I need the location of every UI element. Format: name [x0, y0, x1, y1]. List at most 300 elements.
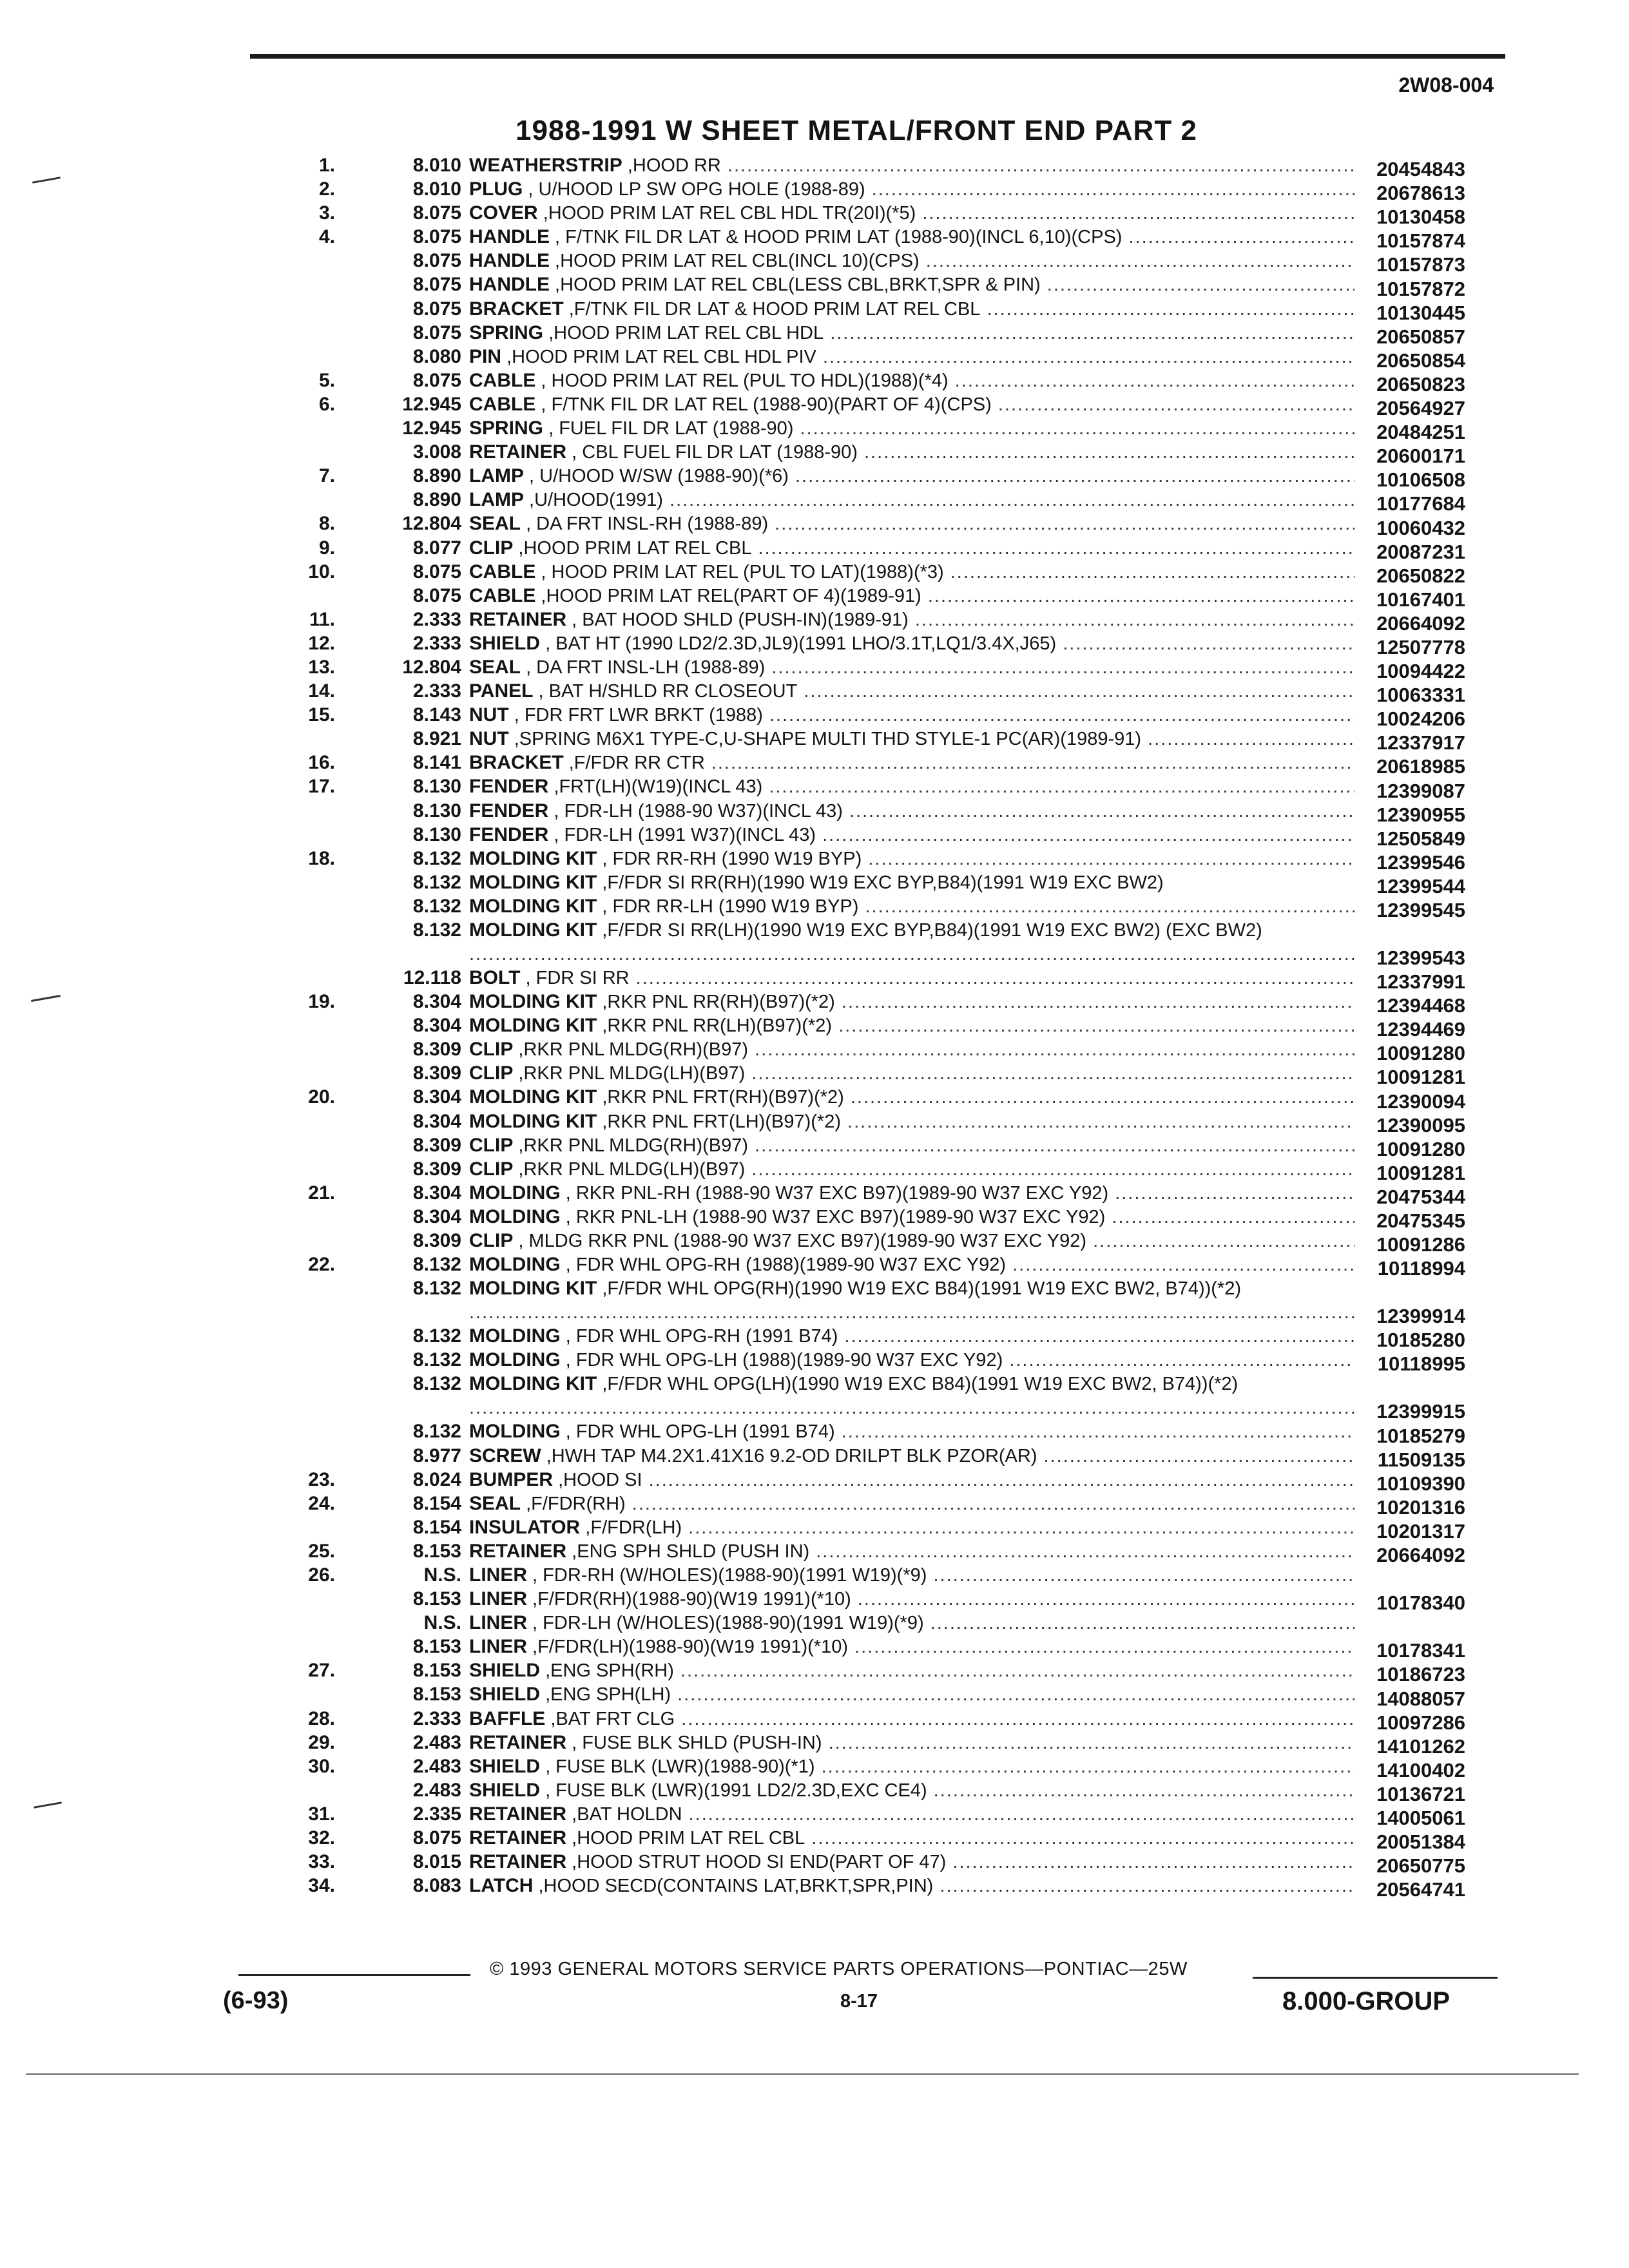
item-number: 7.: [318, 465, 335, 487]
part-number: 20650854: [1376, 349, 1465, 372]
part-name: BAFFLE: [469, 1707, 546, 1729]
parts-row: [0, 1181, 1629, 1208]
item-number: 6.: [318, 393, 335, 415]
part-description: [469, 512, 1354, 536]
part-number: 10091286: [1376, 1233, 1465, 1256]
part-name: MOLDING: [469, 1206, 561, 1227]
part-detail: ,SPRING M6X1 TYPE-C,U-SHAPE MULTI THD STYLE-1 PC(AR)(1989-91): [508, 729, 1142, 750]
part-name: NUT: [469, 728, 509, 750]
parts-row: [0, 1133, 1629, 1160]
item-number: 25.: [308, 1540, 335, 1562]
part-name: BRACKET: [469, 752, 564, 774]
part-description: [469, 345, 1354, 369]
item-number: 16.: [308, 752, 335, 774]
part-name: RETAINER: [469, 1803, 567, 1825]
part-number: 20564927: [1376, 397, 1465, 420]
part-description: [469, 440, 1354, 465]
parts-row: [0, 1110, 1629, 1137]
part-number: 14100402: [1376, 1758, 1465, 1782]
item-number: 30.: [308, 1755, 335, 1777]
part-number: 12390095: [1376, 1113, 1465, 1137]
group-number: 8.153: [412, 1588, 461, 1610]
part-description: [469, 918, 1354, 966]
group-number: 8.153: [412, 1636, 461, 1658]
part-name: LAMP: [469, 465, 524, 487]
part-name: SPRING: [469, 418, 544, 439]
parts-row: [0, 1874, 1629, 1901]
part-number: 20475345: [1376, 1209, 1465, 1233]
part-detail: ,HOOD PRIM LAT REL CBL: [566, 1828, 805, 1849]
part-number: 10106508: [1376, 468, 1465, 492]
part-number: 12399543: [1376, 947, 1465, 969]
item-number: 14.: [308, 680, 335, 702]
part-description: [469, 392, 1354, 417]
part-description: [469, 1133, 1354, 1158]
part-number: 10109390: [1376, 1472, 1465, 1495]
part-description: [469, 1372, 1354, 1419]
part-description: [469, 990, 1354, 1014]
parts-row: [0, 464, 1629, 492]
part-name: MOLDING KIT: [469, 871, 597, 893]
part-description: [469, 703, 1354, 727]
part-number: 12390955: [1376, 803, 1465, 826]
parts-row: [0, 1635, 1629, 1662]
part-description: [469, 1348, 1354, 1372]
part-description: [469, 870, 1354, 895]
part-description: [469, 894, 1354, 919]
part-detail: , RKR PNL-LH (1988-90 W37 EXC B97)(1989-90 W37 EXC Y92): [560, 1206, 1106, 1227]
page-number: 8-17: [840, 1991, 878, 2012]
part-detail: , FUSE BLK (LWR)(1988-90)(*1): [540, 1756, 815, 1777]
item-number: 31.: [308, 1803, 335, 1825]
part-detail: ,F/FDR RR CTR: [563, 753, 705, 774]
part-detail: , DA FRT INSL-RH (1988-89): [521, 514, 769, 535]
part-number: 12337991: [1376, 970, 1465, 994]
part-name: CLIP: [469, 1134, 514, 1156]
part-description: [469, 1850, 1354, 1874]
part-detail: ,ENG SPH(LH): [540, 1684, 671, 1706]
part-number: 20618985: [1376, 755, 1465, 778]
group-number: 8.132: [412, 871, 461, 893]
part-number: 10167401: [1376, 588, 1465, 611]
part-number: 20678613: [1376, 182, 1465, 205]
parts-row: [0, 990, 1629, 1017]
parts-row: [0, 1587, 1629, 1615]
part-number: 10091280: [1376, 1042, 1465, 1065]
part-number: 12337917: [1376, 731, 1465, 754]
part-detail: , F/TNK FIL DR LAT & HOOD PRIM LAT (1988-90)(INCL 6,10)(CPS): [550, 227, 1123, 248]
part-description: [469, 1611, 1354, 1635]
part-number: 14005061: [1376, 1807, 1465, 1829]
parts-row: [0, 369, 1629, 396]
item-number: 2.: [318, 178, 335, 200]
group-number: N.S.: [423, 1564, 461, 1586]
part-detail: , HOOD PRIM LAT REL (PUL TO LAT)(1988)(*3): [535, 561, 944, 582]
part-number: 11509135: [1377, 1448, 1465, 1471]
part-description: [469, 1229, 1354, 1253]
part-name: SEAL: [469, 513, 521, 535]
part-name: SHIELD: [469, 1660, 541, 1682]
part-name: CABLE: [469, 393, 536, 415]
item-number: 3.: [318, 202, 335, 224]
part-number: 10186723: [1376, 1663, 1465, 1686]
parts-row: [0, 1611, 1629, 1635]
parts-row: [0, 1037, 1629, 1065]
parts-row: [0, 1539, 1629, 1566]
parts-row: [0, 1014, 1629, 1041]
group-number: 8.304: [412, 1110, 461, 1132]
item-number: 23.: [308, 1468, 335, 1490]
group-number: 8.075: [412, 322, 461, 343]
part-name: INSULATOR: [469, 1516, 581, 1538]
item-number: 26.: [308, 1564, 335, 1586]
part-description: [469, 631, 1354, 656]
part-detail: ,RKR PNL FRT(LH)(B97)(*2): [597, 1111, 841, 1132]
group-number: 2.335: [412, 1803, 461, 1825]
part-detail: ,F/FDR WHL OPG(LH)(1990 W19 EXC B84)(1991 W19 EXC BW2, B74))(*2): [597, 1374, 1239, 1395]
part-name: BRACKET: [469, 298, 564, 320]
parts-row: [0, 1205, 1629, 1233]
part-number: 12399087: [1376, 779, 1465, 802]
part-description: [469, 416, 1354, 441]
part-number: 12399544: [1376, 874, 1465, 898]
footer-rule-left: [238, 1974, 470, 1976]
part-number: 14088057: [1376, 1687, 1465, 1710]
part-name: MOLDING KIT: [469, 1110, 597, 1132]
page-title: 1988-1991 W SHEET METAL/FRONT END PART 2: [516, 115, 1197, 146]
part-description: [469, 1157, 1354, 1182]
part-number: 20600171: [1376, 445, 1465, 468]
parts-row: [0, 1707, 1629, 1734]
part-description: [469, 1731, 1354, 1755]
part-name: CLIP: [469, 1230, 514, 1252]
part-number: 12390094: [1376, 1090, 1465, 1113]
part-description: [469, 727, 1354, 751]
part-number: 10097286: [1376, 1711, 1465, 1734]
part-detail: , FDR-LH (W/HOLES)(1988-90)(1991 W19)(*9): [527, 1613, 924, 1634]
part-detail: , FUSE BLK (LWR)(1991 LD2/2.3D,EXC CE4): [540, 1780, 927, 1801]
group-number: 8.132: [412, 1349, 461, 1371]
part-number: 10136721: [1376, 1782, 1465, 1805]
parts-row: [0, 1468, 1629, 1495]
part-number: 10118994: [1377, 1257, 1465, 1280]
group-number: 8.083: [412, 1875, 461, 1897]
part-name: CLIP: [469, 1158, 514, 1180]
part-description: [469, 1802, 1354, 1827]
parts-row: [0, 1492, 1629, 1519]
part-detail: , F/TNK FIL DR LAT REL (1988-90)(PART OF 4)(CPS): [535, 394, 992, 415]
part-number: 20650823: [1376, 372, 1465, 396]
part-description: [469, 1778, 1354, 1803]
part-number: 12507778: [1376, 635, 1465, 658]
part-detail: , FDR RR-RH (1990 W19 BYP): [597, 848, 862, 869]
part-number: 20650775: [1376, 1854, 1465, 1878]
part-number: 10201316: [1376, 1495, 1465, 1519]
parts-row: [0, 1754, 1629, 1782]
part-description: [469, 1253, 1354, 1277]
part-description: [469, 321, 1354, 345]
part-number: 10178340: [1376, 1591, 1465, 1615]
document-code: 2W08-004: [1398, 73, 1494, 97]
part-detail: ,RKR PNL MLDG(RH)(B97): [513, 1039, 749, 1061]
part-name: PIN: [469, 345, 502, 367]
part-name: SCREW: [469, 1445, 541, 1466]
part-number: 10024206: [1376, 707, 1465, 731]
bottom-rule: [26, 2073, 1579, 2075]
group-number: 8.304: [412, 1015, 461, 1037]
part-number: 12399914: [1376, 1305, 1465, 1328]
part-description: [469, 1468, 1354, 1492]
group-number: 8.075: [412, 274, 461, 296]
group-number: 8.080: [412, 345, 461, 367]
part-detail: , U/HOOD LP SW OPG HOLE (1988-89): [523, 179, 865, 200]
part-detail: ,F/FDR(RH)(1988-90)(W19 1991)(*10): [527, 1589, 851, 1610]
group-number: 8.309: [412, 1230, 461, 1252]
part-description: [469, 1754, 1354, 1779]
part-detail: ,HOOD PRIM LAT REL(PART OF 4)(1989-91): [535, 585, 921, 606]
item-number: 9.: [318, 537, 335, 559]
group-number: 8.921: [412, 728, 461, 750]
part-name: MOLDING KIT: [469, 919, 597, 941]
group-number: 8.010: [412, 155, 461, 176]
part-detail: , FUSE BLK SHLD (PUSH-IN): [566, 1732, 822, 1753]
copyright-notice: © 1993 GENERAL MOTORS SERVICE PARTS OPERATIONS—PONTIAC—25W: [490, 1959, 1188, 1979]
part-description: [469, 1110, 1354, 1134]
part-detail: ,RKR PNL RR(RH)(B97)(*2): [597, 992, 835, 1013]
item-number: 18.: [308, 847, 335, 869]
part-number: 20650822: [1376, 564, 1465, 587]
group-number: 12.118: [403, 967, 461, 988]
item-number: 28.: [308, 1707, 335, 1729]
part-name: MOLDING: [469, 1254, 561, 1276]
part-name: SHIELD: [469, 1755, 541, 1777]
part-number: 10185280: [1376, 1329, 1465, 1352]
part-number: 10185279: [1376, 1424, 1465, 1447]
part-number: 20475344: [1376, 1185, 1465, 1208]
part-name: MOLDING KIT: [469, 847, 597, 869]
parts-row: [0, 1348, 1629, 1376]
part-name: RETAINER: [469, 1851, 567, 1873]
item-number: 13.: [308, 656, 335, 678]
part-name: RETAINER: [469, 608, 567, 630]
item-number: 8.: [318, 513, 335, 535]
group-number: 2.333: [412, 632, 461, 654]
group-number: 2.333: [412, 680, 461, 702]
part-number: 10094422: [1376, 660, 1465, 683]
part-detail: ,F/FDR WHL OPG(RH)(1990 W19 EXC B84)(1991 W19 EXC BW2, B74))(*2): [597, 1278, 1241, 1300]
part-description: [469, 1492, 1354, 1516]
parts-row: [0, 608, 1629, 635]
part-name: SEAL: [469, 656, 521, 678]
part-description: [469, 560, 1354, 584]
part-detail: ,U/HOOD(1991): [524, 490, 663, 511]
parts-row: [0, 1061, 1629, 1089]
part-name: SEAL: [469, 1492, 521, 1514]
parts-row: [0, 536, 1629, 563]
part-description: [469, 249, 1354, 273]
parts-row: [0, 392, 1629, 420]
parts-row: [0, 655, 1629, 683]
part-name: MOLDING KIT: [469, 1086, 597, 1108]
part-detail: , DA FRT INSL-LH (1988-89): [521, 657, 766, 678]
parts-row: [0, 631, 1629, 658]
part-number: 10157873: [1376, 253, 1465, 276]
group-number: 12.804: [402, 656, 461, 678]
part-description: [469, 1707, 1354, 1731]
part-name: NUT: [469, 704, 509, 726]
part-name: RETAINER: [469, 1540, 567, 1562]
part-detail: ,F/FDR(LH)(1988-90)(W19 1991)(*10): [527, 1637, 848, 1658]
group-number: 8.154: [412, 1516, 461, 1538]
item-number: 12.: [308, 632, 335, 654]
parts-row: [0, 1419, 1629, 1447]
parts-row: [0, 153, 1629, 181]
part-detail: ,RKR PNL MLDG(LH)(B97): [513, 1063, 746, 1084]
part-detail: , FDR WHL OPG-RH (1988)(1989-90 W37 EXC Y92): [560, 1254, 1007, 1276]
part-name: PANEL: [469, 680, 534, 702]
part-number: 10201317: [1376, 1519, 1465, 1542]
part-detail: , HOOD PRIM LAT REL (PUL TO HDL)(1988)(*4): [535, 370, 949, 391]
group-number: N.S.: [423, 1612, 461, 1634]
parts-row: [0, 1682, 1629, 1710]
part-description: [469, 201, 1354, 226]
part-name: HANDLE: [469, 226, 550, 248]
part-number: 20564741: [1376, 1878, 1465, 1901]
part-name: MOLDING KIT: [469, 895, 597, 917]
group-number: 8.075: [412, 298, 461, 320]
part-name: MOLDING: [469, 1182, 561, 1204]
part-number: 10091281: [1376, 1066, 1465, 1089]
part-name: RETAINER: [469, 1827, 567, 1849]
item-number: 19.: [308, 991, 335, 1013]
part-name: SHIELD: [469, 1779, 541, 1801]
part-number: 12399545: [1376, 899, 1465, 921]
part-detail: ,HOOD PRIM LAT REL CBL(LESS CBL,BRKT,SPR & PIN): [550, 274, 1041, 296]
group-number: 8.075: [412, 1827, 461, 1849]
parts-row: [0, 345, 1629, 372]
part-description: [469, 1515, 1354, 1540]
part-detail: ,HOOD PRIM LAT REL CBL: [513, 537, 752, 559]
part-description: [469, 823, 1354, 847]
group-number: 8.890: [412, 489, 461, 511]
part-detail: ,HOOD SI: [553, 1469, 642, 1490]
part-number: 10091280: [1376, 1137, 1465, 1160]
part-detail: ,F/TNK FIL DR LAT & HOOD PRIM LAT REL CBL: [563, 298, 981, 320]
part-name: MOLDING KIT: [469, 1278, 597, 1300]
parts-row: [0, 1563, 1629, 1587]
part-name: MOLDING: [469, 1349, 561, 1371]
item-number: 34.: [308, 1875, 335, 1897]
part-detail: ,HOOD PRIM LAT REL CBL HDL TR(20I)(*5): [537, 203, 916, 224]
item-number: 33.: [308, 1851, 335, 1873]
group-number: 8.024: [412, 1468, 461, 1490]
part-detail: , FDR FRT LWR BRKT (1988): [508, 705, 763, 726]
group-number: 8.132: [412, 1325, 461, 1347]
part-detail: ,RKR PNL RR(LH)(B97)(*2): [597, 1015, 833, 1037]
item-number: 21.: [308, 1182, 335, 1204]
parts-row: [0, 1229, 1629, 1256]
item-number: 29.: [308, 1731, 335, 1753]
part-name: MOLDING: [469, 1421, 561, 1443]
part-detail: ,HOOD SECD(CONTAINS LAT,BRKT,SPR,PIN): [533, 1876, 934, 1897]
part-number: 20484251: [1376, 421, 1465, 444]
parts-row: [0, 1085, 1629, 1113]
part-detail: , FDR WHL OPG-RH (1991 B74): [560, 1326, 838, 1347]
part-number: 12399915: [1376, 1400, 1465, 1423]
group-number: 8.132: [412, 895, 461, 917]
part-description: [469, 751, 1354, 775]
part-description: [469, 966, 1354, 990]
group-number: 8.304: [412, 991, 461, 1013]
part-detail: ,RKR PNL MLDG(LH)(B97): [513, 1158, 746, 1180]
item-number: 20.: [308, 1086, 335, 1108]
part-name: FENDER: [469, 800, 549, 822]
group-number: 8.153: [412, 1540, 461, 1562]
part-name: HANDLE: [469, 250, 550, 272]
parts-row: [0, 679, 1629, 707]
part-detail: ,BAT FRT CLG: [545, 1708, 675, 1729]
part-name: SPRING: [469, 322, 544, 343]
part-number: 10060432: [1376, 516, 1465, 539]
parts-row: [0, 1515, 1629, 1542]
parts-row: [0, 560, 1629, 587]
part-number: 10130458: [1376, 206, 1465, 229]
part-name: FENDER: [469, 823, 549, 845]
group-number: 8.304: [412, 1182, 461, 1204]
parts-row: [0, 1658, 1629, 1686]
item-number: 22.: [308, 1254, 335, 1276]
part-name: MOLDING: [469, 1325, 561, 1347]
part-detail: , MLDG RKR PNL (1988-90 W37 EXC B97)(1989-90 W37 EXC Y92): [513, 1231, 1087, 1252]
part-description: [469, 536, 1354, 561]
part-detail: ,F/FDR SI RR(RH)(1990 W19 EXC BYP,B84)(1991 W19 EXC BW2): [597, 872, 1164, 893]
part-detail: , BAT HOOD SHLD (PUSH-IN)(1989-91): [566, 609, 909, 630]
part-detail: , FDR-LH (1988-90 W37)(INCL 43): [548, 800, 843, 822]
part-number: 10178341: [1376, 1639, 1465, 1662]
part-detail: ,F/FDR(LH): [580, 1517, 682, 1538]
group-number: 8.132: [412, 847, 461, 869]
part-detail: ,ENG SPH SHLD (PUSH IN): [566, 1541, 810, 1562]
group-number: 8.309: [412, 1039, 461, 1061]
parts-row: [0, 751, 1629, 778]
part-description: [469, 679, 1354, 704]
part-number: 20664092: [1376, 1543, 1465, 1566]
group-number: 8.309: [412, 1158, 461, 1180]
part-name: MOLDING KIT: [469, 1373, 597, 1395]
parts-row: [0, 488, 1629, 515]
group-number: 12.945: [402, 418, 461, 439]
item-number: 32.: [308, 1827, 335, 1849]
item-number: 10.: [308, 561, 335, 582]
part-description: [469, 1276, 1354, 1324]
part-name: MOLDING KIT: [469, 991, 597, 1013]
parts-row: [0, 584, 1629, 611]
parts-row: [0, 1372, 1629, 1423]
parts-row: [0, 1826, 1629, 1854]
group-number: 8.977: [412, 1445, 461, 1466]
part-name: HANDLE: [469, 274, 550, 296]
parts-row: [0, 727, 1629, 754]
group-number: 8.304: [412, 1206, 461, 1227]
group-number: 8.890: [412, 465, 461, 487]
item-number: 24.: [308, 1492, 335, 1514]
parts-row: [0, 440, 1629, 468]
group-number: 8.075: [412, 202, 461, 224]
group-number: 8.143: [412, 704, 461, 726]
part-detail: , FDR SI RR: [520, 968, 630, 988]
part-description: [469, 297, 1354, 322]
group-code: 8.000-GROUP: [1282, 1987, 1451, 2015]
